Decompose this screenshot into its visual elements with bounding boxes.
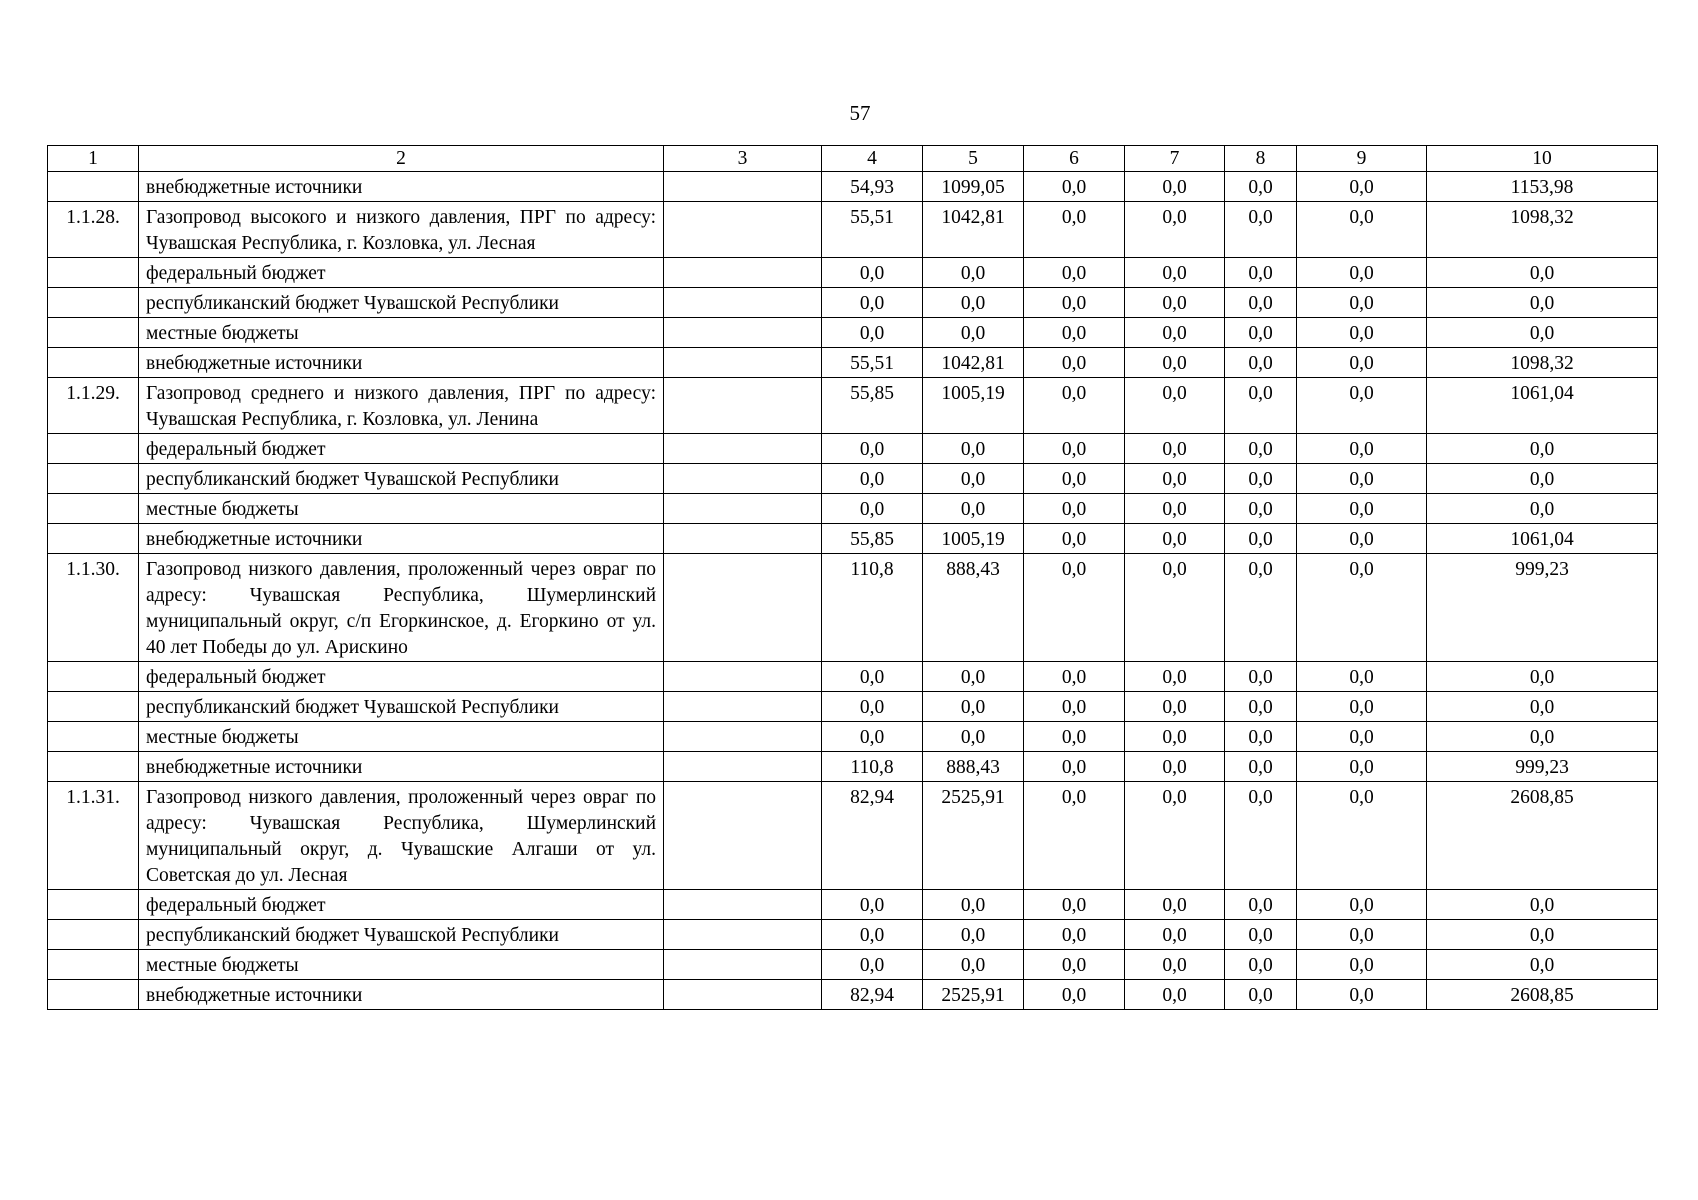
row-value-cell: 0,0 [1225,202,1297,258]
row-col3-cell [664,494,822,524]
row-value-cell: 0,0 [1125,554,1225,662]
row-value-cell: 0,0 [822,692,923,722]
row-value-cell: 55,51 [822,348,923,378]
row-value-cell: 0,0 [1024,920,1125,950]
row-col3-cell [664,722,822,752]
row-value-cell: 0,0 [822,722,923,752]
row-value-cell: 2608,85 [1427,980,1658,1010]
row-value-cell: 2525,91 [923,980,1024,1010]
row-value-cell: 0,0 [1125,378,1225,434]
row-value-cell: 0,0 [923,288,1024,318]
row-value-cell: 0,0 [1297,288,1427,318]
table-row-item [48,378,1658,434]
row-value-cell: 0,0 [1225,464,1297,494]
row-col3-cell [664,288,822,318]
column-header: 9 [1297,146,1427,172]
row-value-cell: 0,0 [1427,890,1658,920]
row-value-cell: 0,0 [1297,378,1427,434]
row-value-cell: 0,0 [822,920,923,950]
row-value-cell: 0,0 [1125,662,1225,692]
row-code-cell [48,464,139,494]
row-value-cell: 0,0 [1427,464,1658,494]
row-value-cell: 1061,04 [1427,524,1658,554]
row-value-cell: 0,0 [1125,752,1225,782]
table-row-source [48,950,1658,980]
row-value-cell: 0,0 [1024,172,1125,202]
row-value-cell: 0,0 [1225,782,1297,890]
row-value-cell: 0,0 [923,318,1024,348]
row-code-cell [48,980,139,1010]
row-value-cell: 0,0 [1225,554,1297,662]
row-code-cell [48,348,139,378]
row-value-cell: 1005,19 [923,524,1024,554]
row-name-cell: федеральный бюджет [139,890,664,920]
column-header: 10 [1427,146,1658,172]
row-col3-cell [664,920,822,950]
row-value-cell: 0,0 [822,464,923,494]
row-value-cell: 0,0 [1125,288,1225,318]
column-header: 2 [139,146,664,172]
row-value-cell: 0,0 [1225,434,1297,464]
row-value-cell: 0,0 [923,434,1024,464]
row-value-cell: 0,0 [1125,318,1225,348]
row-name-cell: внебюджетные источники [139,980,664,1010]
row-value-cell: 1061,04 [1427,378,1658,434]
row-value-cell: 0,0 [1024,890,1125,920]
row-value-cell: 0,0 [822,318,923,348]
row-col3-cell [664,172,822,202]
row-code-cell [48,722,139,752]
row-col3-cell [664,662,822,692]
row-value-cell: 0,0 [1427,662,1658,692]
row-col3-cell [664,464,822,494]
row-code-cell [48,890,139,920]
table-row-source [48,524,1658,554]
row-col3-cell [664,950,822,980]
row-value-cell: 0,0 [1024,524,1125,554]
row-col3-cell [664,378,822,434]
row-value-cell: 54,93 [822,172,923,202]
row-code-cell [48,524,139,554]
row-value-cell: 0,0 [1225,494,1297,524]
column-header: 1 [48,146,139,172]
row-value-cell: 0,0 [1024,434,1125,464]
row-value-cell: 0,0 [1024,348,1125,378]
row-name-cell: внебюджетные источники [139,752,664,782]
row-code-cell [48,318,139,348]
row-value-cell: 888,43 [923,554,1024,662]
row-value-cell: 0,0 [1125,950,1225,980]
column-header: 5 [923,146,1024,172]
row-col3-cell [664,890,822,920]
row-value-cell: 0,0 [1297,752,1427,782]
row-value-cell: 0,0 [822,494,923,524]
row-value-cell: 1005,19 [923,378,1024,434]
row-code-cell [48,434,139,464]
row-col3-cell [664,980,822,1010]
row-value-cell: 110,8 [822,752,923,782]
row-value-cell: 2608,85 [1427,782,1658,890]
row-code-cell [48,494,139,524]
table-row-source [48,258,1658,288]
row-value-cell: 0,0 [1427,722,1658,752]
row-value-cell: 0,0 [1024,782,1125,890]
row-value-cell: 0,0 [1024,554,1125,662]
column-header: 8 [1225,146,1297,172]
row-value-cell: 0,0 [1024,258,1125,288]
row-name-cell: республиканский бюджет Чувашской Республики [139,288,664,318]
row-col3-cell [664,752,822,782]
row-value-cell: 0,0 [1024,378,1125,434]
row-value-cell: 0,0 [1024,692,1125,722]
row-value-cell: 0,0 [1125,494,1225,524]
row-value-cell: 0,0 [1297,434,1427,464]
row-code-cell [48,662,139,692]
row-col3-cell [664,258,822,288]
row-value-cell: 0,0 [1297,202,1427,258]
row-value-cell: 0,0 [1427,920,1658,950]
row-value-cell: 0,0 [1024,318,1125,348]
table-row-item [48,782,1658,890]
row-col3-cell [664,348,822,378]
row-value-cell: 0,0 [1297,662,1427,692]
row-value-cell: 0,0 [1024,202,1125,258]
row-value-cell: 0,0 [1024,494,1125,524]
row-value-cell: 0,0 [1297,692,1427,722]
row-value-cell: 0,0 [1297,890,1427,920]
row-value-cell: 0,0 [1024,722,1125,752]
table-row-source [48,348,1658,378]
table-header-row [48,146,1658,172]
table-body [48,172,1658,1010]
row-value-cell: 0,0 [1297,172,1427,202]
row-value-cell: 0,0 [1427,258,1658,288]
row-value-cell: 0,0 [923,890,1024,920]
row-value-cell: 0,0 [1225,378,1297,434]
table-row-item [48,202,1658,258]
row-code-cell: 1.1.29. [48,378,139,434]
table-row-source [48,434,1658,464]
row-name-cell: федеральный бюджет [139,662,664,692]
row-value-cell: 1153,98 [1427,172,1658,202]
row-value-cell: 0,0 [1125,172,1225,202]
row-value-cell: 0,0 [1125,202,1225,258]
row-value-cell: 0,0 [1427,434,1658,464]
column-header: 7 [1125,146,1225,172]
row-name-cell: местные бюджеты [139,318,664,348]
row-value-cell: 1042,81 [923,348,1024,378]
row-value-cell: 0,0 [923,494,1024,524]
row-value-cell: 0,0 [1297,524,1427,554]
row-value-cell: 0,0 [1125,434,1225,464]
row-code-cell [48,752,139,782]
row-value-cell: 0,0 [923,662,1024,692]
row-code-cell: 1.1.28. [48,202,139,258]
row-value-cell: 0,0 [822,950,923,980]
row-code-cell [48,172,139,202]
row-value-cell: 0,0 [1225,288,1297,318]
row-value-cell: 1042,81 [923,202,1024,258]
row-value-cell: 0,0 [1225,258,1297,288]
row-code-cell [48,692,139,722]
row-value-cell: 0,0 [822,662,923,692]
table-row-item [48,554,1658,662]
table-row-source [48,980,1658,1010]
row-value-cell: 0,0 [923,692,1024,722]
row-name-cell: местные бюджеты [139,950,664,980]
row-value-cell: 888,43 [923,752,1024,782]
row-value-cell: 0,0 [1125,348,1225,378]
row-code-cell: 1.1.31. [48,782,139,890]
row-col3-cell [664,692,822,722]
row-value-cell: 0,0 [1125,258,1225,288]
row-code-cell [48,950,139,980]
table-row-source [48,662,1658,692]
row-value-cell: 0,0 [1125,980,1225,1010]
row-value-cell: 2525,91 [923,782,1024,890]
row-value-cell: 0,0 [1024,980,1125,1010]
row-value-cell: 0,0 [1225,950,1297,980]
row-value-cell: 1098,32 [1427,202,1658,258]
row-code-cell [48,920,139,950]
row-value-cell: 0,0 [923,464,1024,494]
row-value-cell: 0,0 [1297,348,1427,378]
row-value-cell: 0,0 [1297,554,1427,662]
row-value-cell: 0,0 [1297,950,1427,980]
budget-table [47,145,1658,1010]
row-value-cell: 0,0 [1125,890,1225,920]
row-value-cell: 0,0 [1297,722,1427,752]
row-name-cell: республиканский бюджет Чувашской Республики [139,920,664,950]
row-name-cell: Газопровод высокого и низкого давления, ПРГ по адресу: Чувашская Республика, г. Козловка, ул. Лесная [139,202,664,258]
column-header: 3 [664,146,822,172]
row-value-cell: 0,0 [1125,920,1225,950]
row-value-cell: 0,0 [1225,890,1297,920]
row-value-cell: 0,0 [1125,782,1225,890]
row-name-cell: местные бюджеты [139,722,664,752]
row-col3-cell [664,554,822,662]
row-name-cell: федеральный бюджет [139,434,664,464]
row-value-cell: 0,0 [1225,318,1297,348]
row-col3-cell [664,782,822,890]
row-name-cell: Газопровод среднего и низкого давления, ПРГ по адресу: Чувашская Республика, г. Козловка, ул. Ленина [139,378,664,434]
table-row-source [48,890,1658,920]
column-header: 4 [822,146,923,172]
row-value-cell: 0,0 [1225,172,1297,202]
row-value-cell: 0,0 [1427,288,1658,318]
table-row-source [48,920,1658,950]
row-value-cell: 0,0 [1427,950,1658,980]
row-value-cell: 82,94 [822,782,923,890]
row-value-cell: 0,0 [1297,920,1427,950]
table-row-source [48,692,1658,722]
row-value-cell: 0,0 [1024,950,1125,980]
row-name-cell: Газопровод низкого давления, проложенный через овраг по адресу: Чувашская Республика, Шумерлинский муниципальный округ, с/п Егоркинское, д. Егоркино от ул. 40 лет Победы до ул. Арискино [139,554,664,662]
row-value-cell: 0,0 [1024,752,1125,782]
row-value-cell: 0,0 [1297,464,1427,494]
row-value-cell: 999,23 [1427,554,1658,662]
page-number: 57 [849,101,871,125]
table-row-source [48,172,1658,202]
row-value-cell: 0,0 [822,258,923,288]
row-name-cell: внебюджетные источники [139,172,664,202]
row-value-cell: 0,0 [1125,722,1225,752]
table-row-source [48,318,1658,348]
row-value-cell: 0,0 [923,722,1024,752]
row-value-cell: 0,0 [1225,524,1297,554]
row-value-cell: 0,0 [1125,524,1225,554]
row-code-cell: 1.1.30. [48,554,139,662]
row-value-cell: 0,0 [1024,662,1125,692]
row-value-cell: 0,0 [822,288,923,318]
row-code-cell [48,288,139,318]
row-name-cell: внебюджетные источники [139,524,664,554]
row-value-cell: 0,0 [1024,288,1125,318]
row-col3-cell [664,434,822,464]
row-value-cell: 55,51 [822,202,923,258]
row-value-cell: 0,0 [1297,494,1427,524]
table-row-source [48,464,1658,494]
row-value-cell: 0,0 [1125,692,1225,722]
row-value-cell: 0,0 [1297,258,1427,288]
row-code-cell [48,258,139,288]
row-value-cell: 110,8 [822,554,923,662]
row-name-cell: местные бюджеты [139,494,664,524]
row-col3-cell [664,524,822,554]
row-value-cell: 0,0 [923,258,1024,288]
row-name-cell: республиканский бюджет Чувашской Республики [139,692,664,722]
table-row-source [48,752,1658,782]
row-value-cell: 1099,05 [923,172,1024,202]
row-value-cell: 0,0 [1225,348,1297,378]
row-value-cell: 0,0 [1125,464,1225,494]
row-name-cell: внебюджетные источники [139,348,664,378]
row-value-cell: 1098,32 [1427,348,1658,378]
row-value-cell: 82,94 [822,980,923,1010]
row-col3-cell [664,318,822,348]
row-value-cell: 0,0 [1297,318,1427,348]
row-value-cell: 999,23 [1427,752,1658,782]
row-value-cell: 0,0 [822,434,923,464]
row-name-cell: Газопровод низкого давления, проложенный через овраг по адресу: Чувашская Республика, Шумерлинский муниципальный округ, д. Чувашские Алгаши от ул. Советская до ул. Лесная [139,782,664,890]
row-value-cell: 0,0 [1225,920,1297,950]
row-value-cell: 0,0 [923,950,1024,980]
row-value-cell: 0,0 [1427,318,1658,348]
row-value-cell: 0,0 [923,920,1024,950]
row-value-cell: 0,0 [1225,692,1297,722]
row-value-cell: 55,85 [822,524,923,554]
row-value-cell: 55,85 [822,378,923,434]
column-header: 6 [1024,146,1125,172]
row-value-cell: 0,0 [1225,752,1297,782]
row-name-cell: федеральный бюджет [139,258,664,288]
row-value-cell: 0,0 [1427,494,1658,524]
row-value-cell: 0,0 [1297,782,1427,890]
row-value-cell: 0,0 [1225,980,1297,1010]
row-value-cell: 0,0 [1297,980,1427,1010]
row-value-cell: 0,0 [822,890,923,920]
table-row-source [48,722,1658,752]
row-name-cell: республиканский бюджет Чувашской Республики [139,464,664,494]
row-col3-cell [664,202,822,258]
row-value-cell: 0,0 [1225,722,1297,752]
row-value-cell: 0,0 [1225,662,1297,692]
table-row-source [48,494,1658,524]
row-value-cell: 0,0 [1024,464,1125,494]
table-row-source [48,288,1658,318]
row-value-cell: 0,0 [1427,692,1658,722]
